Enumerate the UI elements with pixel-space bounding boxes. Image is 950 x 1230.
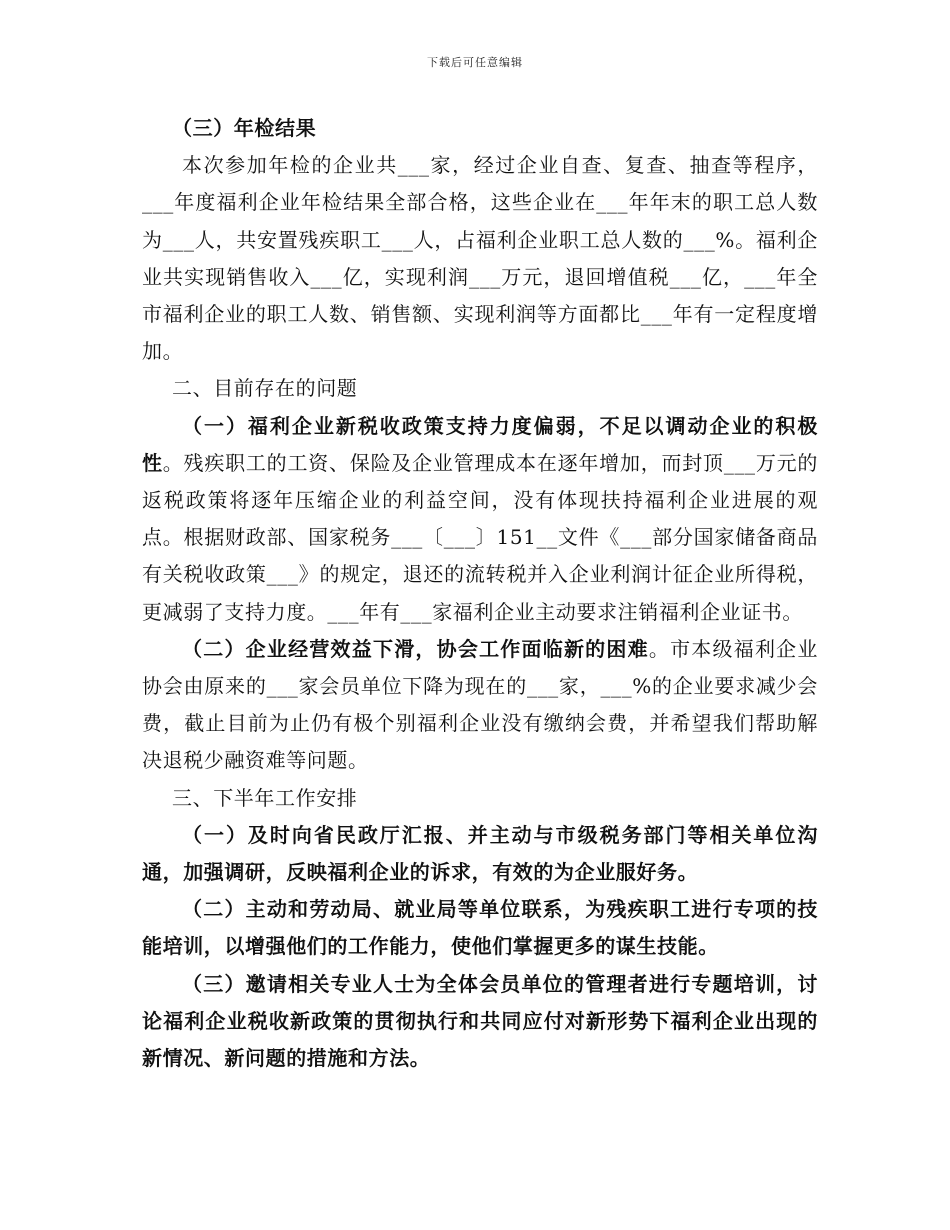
plan-item-3: （三）邀请相关专业人士为全体会员单位的管理者进行专题培训，讨论福利企业税收新政策的贯彻执行和共同应付对新形势下福利企业出现的新情况、新问题的措施和方法。 bbox=[142, 971, 818, 1071]
section-plan-title: 三、下半年工作安排 bbox=[172, 785, 358, 810]
section-results-title: （三）年检结果 bbox=[172, 116, 317, 140]
problem-item-1-lead: （一）福利企业新税收政策支持力度偏弱，不足以调动企业的积极性 bbox=[142, 413, 818, 475]
problem-item-1-body: 。残疾职工的工资、保险及企业管理成本在逐年增加，而封顶___万元的返税政策将逐年压缩企业的利益空间，没有体现扶持福利企业进展的观点。根据财政部、国家税务___〔___〕151__文件《___部分国家储备商品有关税收政策___》的规定，退还的流转税并入企业利润计征企业所得税，更减弱了支持力度。___年有___家福利企业主动要求注销福利企业证书。 bbox=[142, 450, 818, 624]
problem-item-2-body: 。市本级福利企业协会由原来的___家会员单位下降为现在的___家，___%的企业要求减少会费，截止目前为止仍有极个别福利企业没有缴纳会费，并希望我们帮助解决退税少融资难等问题。 bbox=[142, 636, 818, 773]
plan-item-1: （一）及时向省民政厅汇报、并主动与市级税务部门等相关单位沟通，加强调研，反映福利企业的诉求，有效的为企业服好务。 bbox=[142, 822, 818, 885]
problem-item-2-lead: （二）企业经营效益下滑，协会工作面临新的困难 bbox=[182, 636, 649, 661]
document-body bbox=[142, 110, 818, 1077]
section-results-body: 本次参加年检的企业共___家，经过企业自查、复查、抽查等程序，___年度福利企业年检结果全部合格，这些企业在___年年末的职工总人数为___人，共安置残疾职工___人，占福利企业职工总人数的___%。福利企业共实现销售收入___亿，实现利润___万元，退回增值税___亿，___年全市福利企业的职工人数、销售额、实现利润等方面都比___年有一定程度增加。 bbox=[142, 153, 818, 364]
problem-item-1 bbox=[142, 408, 818, 631]
problem-item-2 bbox=[142, 631, 818, 780]
page-header: 下载后可任意编辑 bbox=[427, 56, 523, 69]
section-problems-title: 二、目前存在的问题 bbox=[172, 376, 358, 401]
plan-item-2: （二）主动和劳动局、就业局等单位联系，为残疾职工进行专项的技能培训，以增强他们的工作能力，使他们掌握更多的谋生技能。 bbox=[142, 897, 818, 959]
